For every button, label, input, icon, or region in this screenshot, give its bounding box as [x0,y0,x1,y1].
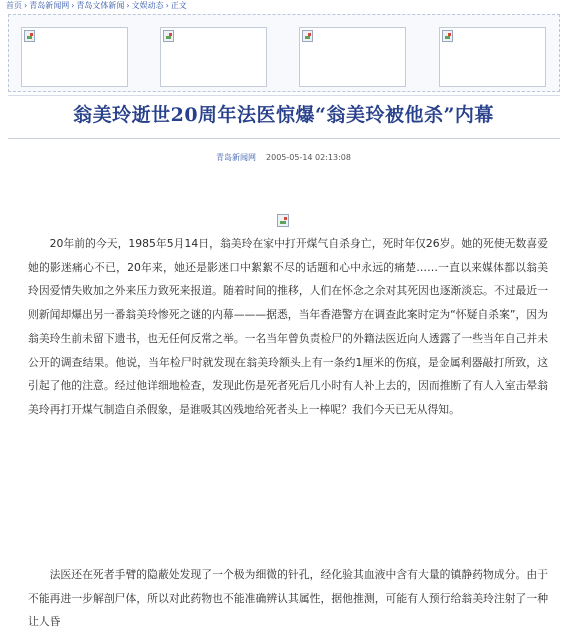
broken-image-icon [163,30,174,42]
banner-image-1[interactable] [21,27,128,87]
divider [8,95,560,96]
article-image [277,214,289,227]
title-divider [8,138,560,139]
banner-image-2[interactable] [160,27,267,87]
breadcrumb-item-qingdao-news[interactable]: 青岛新闻网 [29,1,70,10]
breadcrumb-separator: › [71,1,75,10]
breadcrumb-item-sports-culture[interactable]: 青岛文体新闻 [76,1,125,10]
breadcrumb-separator: › [126,1,130,10]
article-paragraph: 20年前的今天，1985年5月14日，翁美玲在家中打开煤气自杀身亡，死时年仅26岁。她的死使无数喜爱她的影迷痛心不已，20年来，她还是影迷口中絮絮不尽的话题和心中永远的痛楚……一直以来媒体都以翁美玲因爱情失败加之外来压力致死来报道。随着时间的推移，人们在怀念之余对其死因也逐渐淡忘。不过最近一则新闻却爆出另一番翁美玲惨死之谜的内幕———据悉，当年香港警方在调查此案时定为“怀疑自杀案”，因为翁美玲生前未留下遗书，也无任何反常之举。一名当年曾负责检尸的外籍法医近向人透露了一些当年自己并未公开的调查结果。他说，当年检尸时就发现在翁美玲额头上有一条约1厘米的伤痕，是金属利器敲打所致，这引起了他的注意。经过他详细地检查，发现此伤是死者死后几小时有人补上去的，因而推断了有人入室击晕翁美玲再打开煤气制造自杀假象，是谁吸其凶残地给死者头上一棒呢？我们今天已无从得知。 [28,237,548,416]
breadcrumb-separator: › [165,1,169,10]
broken-image-icon [442,30,453,42]
banner-image-3[interactable] [299,27,406,87]
article-paragraph: 法医还在死者手臂的隐蔽处发现了一个极为细微的针孔，经化验其血液中含有大量的镇静药物成分。由于不能再进一步解剖尸体，所以对此药物也不能准确辨认其属性，据他推测，可能有人预行给翁美玲注射了一种让人昏 [28,568,548,629]
article-source[interactable]: 青岛新闻网 [216,153,257,162]
article-meta [0,152,567,164]
article-timestamp: 2005-05-14 02:13:08 [266,153,351,162]
broken-image-icon [302,30,313,42]
breadcrumb-item-current: 正文 [170,1,187,10]
banner-strip [8,14,560,92]
article-title: 翁美玲逝世20周年法医惊爆“翁美玲被他杀”内幕 [73,104,494,126]
banner-image-4[interactable] [439,27,546,87]
breadcrumb [6,0,187,12]
broken-image-icon [24,30,35,42]
breadcrumb-item-home[interactable]: 首页 [6,1,22,10]
breadcrumb-separator: › [24,1,28,10]
breadcrumb-item-entertainment[interactable]: 文娱动态 [131,1,164,10]
